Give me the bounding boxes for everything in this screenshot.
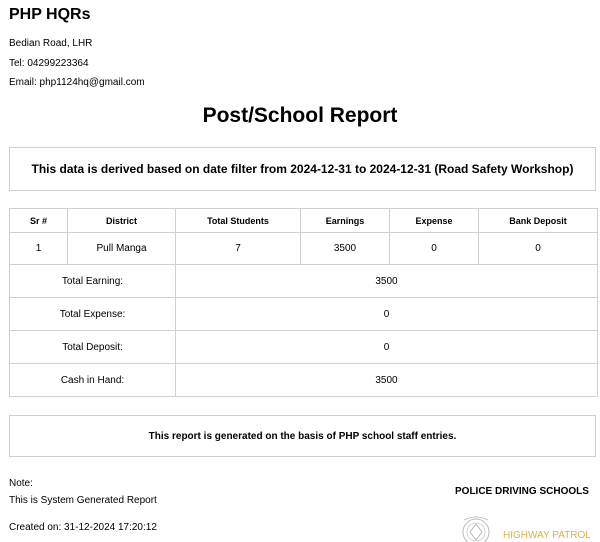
col-header-sr: Sr # bbox=[10, 209, 68, 233]
report-basis-text: This report is generated on the basis of PHP school staff entries. bbox=[148, 430, 457, 442]
col-header-district: District bbox=[68, 209, 176, 233]
highway-patrol-logo-text: HIGHWAY PATROL bbox=[503, 530, 591, 541]
summary-label: Total Expense: bbox=[10, 298, 176, 331]
brand-name: POLICE DRIVING SCHOOLS bbox=[455, 486, 589, 497]
tel-line: Tel: 04299223364 bbox=[9, 58, 89, 69]
cell-district: Pull Manga bbox=[68, 233, 176, 265]
report-title: Post/School Report bbox=[202, 104, 398, 127]
summary-label: Total Deposit: bbox=[10, 331, 176, 364]
col-header-expense: Expense bbox=[390, 209, 479, 233]
cell-bank-deposit: 0 bbox=[479, 233, 598, 265]
cell-total-students: 7 bbox=[176, 233, 301, 265]
filter-info-text: This data is derived based on date filter from 2024-12-31 to 2024-12-31 (Road Safety Workshop) bbox=[31, 162, 574, 176]
report-table bbox=[9, 208, 598, 397]
summary-row-total-expense bbox=[10, 298, 598, 331]
summary-value: 3500 bbox=[176, 364, 598, 397]
created-on: Created on: 31-12-2024 17:20:12 bbox=[9, 522, 157, 533]
note-text: This is System Generated Report bbox=[9, 495, 157, 506]
filter-info-box bbox=[9, 147, 596, 191]
report-basis-box bbox=[9, 415, 596, 457]
cell-expense: 0 bbox=[390, 233, 479, 265]
table-row bbox=[10, 233, 598, 265]
summary-value: 0 bbox=[176, 331, 598, 364]
summary-value: 3500 bbox=[176, 265, 598, 298]
cell-sr: 1 bbox=[10, 233, 68, 265]
summary-row-total-earning bbox=[10, 265, 598, 298]
org-title: PHP HQRs bbox=[9, 6, 91, 23]
col-header-bank-deposit: Bank Deposit bbox=[479, 209, 598, 233]
email-line: Email: php1124hq@gmail.com bbox=[9, 77, 145, 88]
col-header-earnings: Earnings bbox=[301, 209, 390, 233]
summary-label: Total Earning: bbox=[10, 265, 176, 298]
summary-label: Cash in Hand: bbox=[10, 364, 176, 397]
summary-row-total-deposit bbox=[10, 331, 598, 364]
address-line: Bedian Road, LHR bbox=[9, 38, 93, 49]
note-label: Note: bbox=[9, 478, 33, 489]
highway-patrol-emblem-icon bbox=[456, 512, 496, 542]
cell-earnings: 3500 bbox=[301, 233, 390, 265]
summary-row-cash-in-hand bbox=[10, 364, 598, 397]
col-header-total-students: Total Students bbox=[176, 209, 301, 233]
summary-value: 0 bbox=[176, 298, 598, 331]
table-header-row bbox=[10, 209, 598, 233]
